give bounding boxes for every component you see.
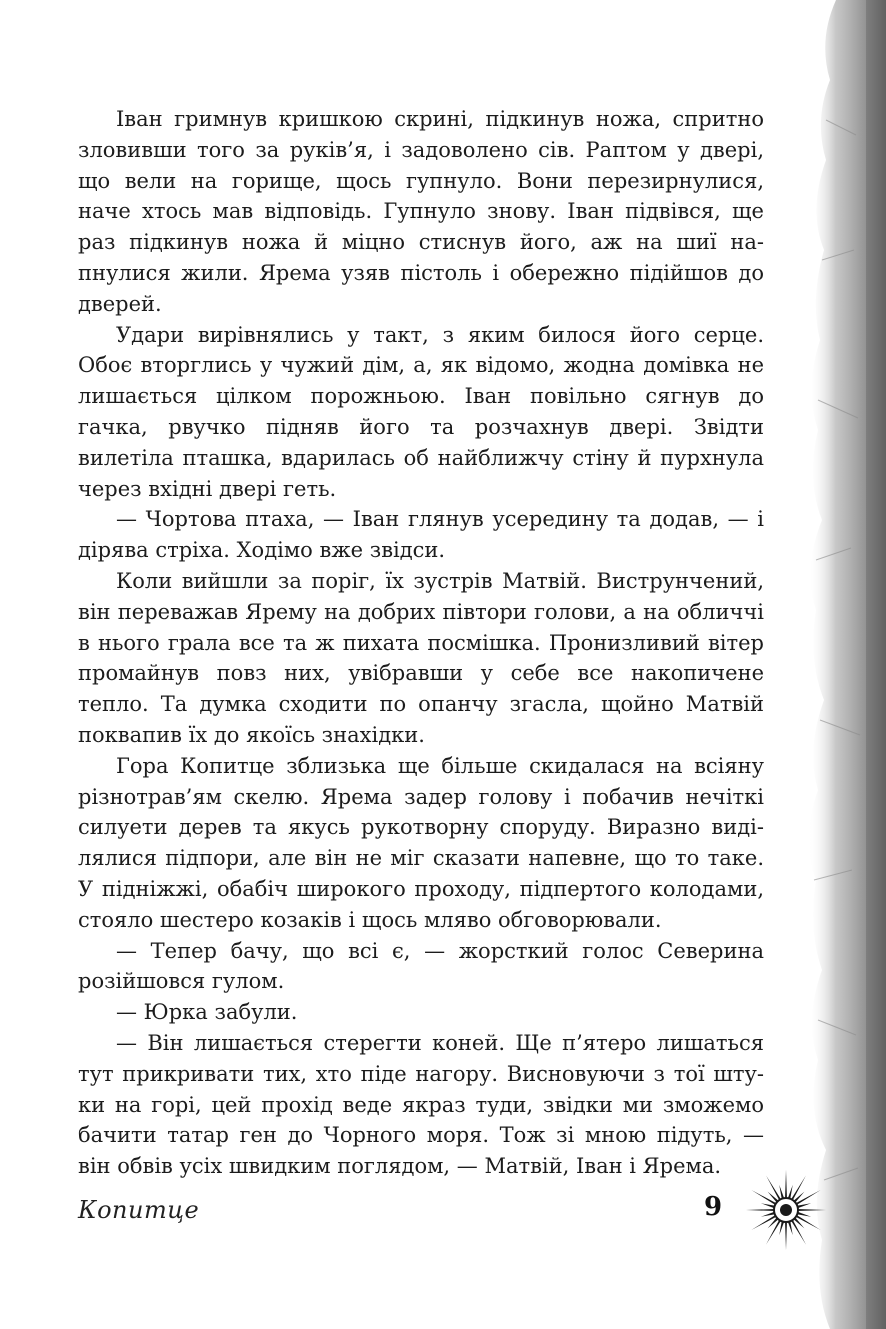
feathered-edge-art [796,0,886,1329]
paragraph: Гора Копитце зблизька ще більше скидалася на всіяну різнотрав’ям скелю. Ярема задер голову і побачив нечіткі силуети дерев та якусь рукотворну споруду. Виразно виділялися підпори, але він не міг сказати напевне, що то таке. У підніжжі, обабіч широкого проходу, підпертого колодами, стояло шестеро козаків і щось мляво обговорювали. [78,753,764,932]
dialogue-line: — Він лишається стерегти коней. Ще п’ятеро лишаться тут прикривати тих, хто піде нагору. Висновуючи з тої штуки на горі, цей прохід веде якраз туди, звідки ми зможемо бачити татар ген до Чорного моря. Тож зі мною підуть, — він обвів усіх швидким поглядом, — Матвій, Іван і Ярема. [78,1030,764,1179]
sun-star-icon [744,1168,828,1252]
dialogue-line: — Тепер бачу, що всі є, — жорсткий голос Северина розійшовся гулом. [78,938,764,994]
page-number: 9 [704,1192,723,1222]
dialogue-line: — Юрка забули. [116,1000,298,1025]
star-ray [797,1209,826,1211]
paragraph: Удари вирівнялись у такт, з яким билося його серце. Обоє вторглись у чужий дім, а, як відомо, жодна домівка не лишається цілком порожньою. Іван повільно сягнув до гачка, рвучко підняв його та розчахнув двері. Звідти вилетіла пташка, вдарилась об найближчу стіну й пурхнула через вхідні двері геть. [78,322,764,501]
star-ray [785,1221,787,1250]
dialogue-line: — Чортова птаха, — Іван глянув усередину та додав, — і дірява стріха. Ходімо вже звідси. [78,507,764,563]
star-ray [746,1209,775,1211]
paragraph: Іван гримнув кришкою скрині, підкинув ножа, спритно зловивши того за руків’я, і задоволено сів. Раптом у двері, що вели на горище, щось гупнуло. Вони перезирнулися, наче хтось мав відповідь. Гупнуло знову. Іван підвівся, ще раз підкинув ножа й міцно стиснув його, аж на шиї напнулися жили. Ярема узяв пістоль і обережно підійшов до дверей. [78,107,764,316]
running-footer-title: Копитце [78,1196,200,1224]
paragraph: Коли вийшли за поріг, їх зустрів Матвій. Виструнчений, він переважав Ярему на добрих півтори голови, а на обличчі в нього грала все та ж пихата посмішка. Пронизливий вітер промайнув повз них, увібравши у себе все накопичене тепло. Та думка сходити по опанчу згасла, щойно Матвій поквапив їх до якоїсь знахідки. [78,568,764,747]
main-text [78,104,764,1182]
star-ray [785,1170,787,1199]
